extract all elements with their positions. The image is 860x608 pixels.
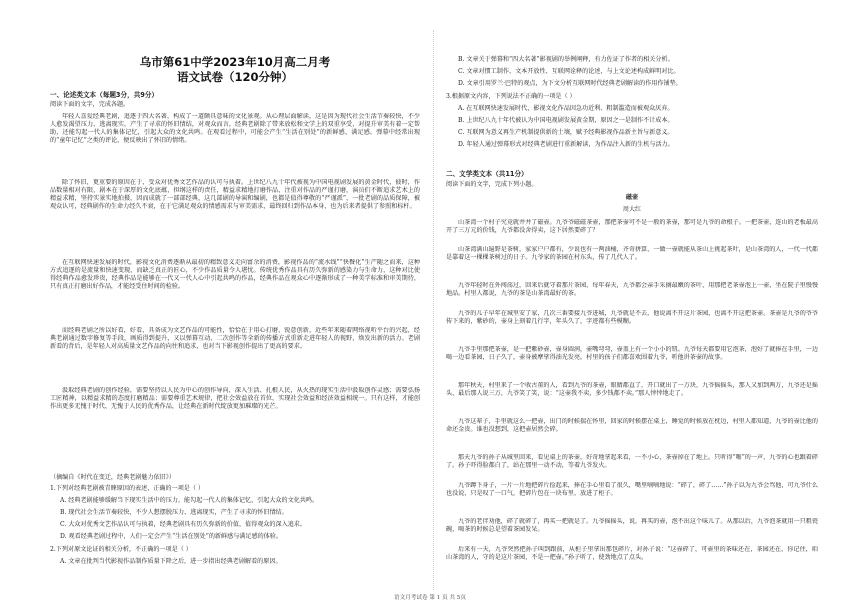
story-title: 磁壶 xyxy=(625,194,639,201)
question-1-option-b[interactable]: B. 现代社会生活节奏较快，不少人想摆脱压力、逃离现实，产生了寻求的怀旧情结。 xyxy=(60,509,288,516)
question-3-stem: 3.根据原文内容，下列说法不正确的一项是（ ） xyxy=(446,93,576,100)
passage-paragraph: 年轻人喜爱经典老剧，追逐于四大名著，构成了一道颇具意味的文化景观。从心理层面解读，这是因为现代社会生活节奏较快，不少人愈发渴望压力、逃离现实，产生了寻求的怀旧情结，对观众而言，经典老剧除了带来放松和文学上的双重享受，对提升审美有着一定帮助，还能勾起一代人的集体记忆，引起大众的文化共鸣。在观看过程中，可能会产生“生活在别处”的新鲜感、满足感。弹幕中经常出现的“童年记忆”之类的评论，便反映出了怀旧的情绪。 xyxy=(50,113,420,144)
question-1-stem: 1.下列对经典老剧被青睐原因的表述，正确的一项是（ ） xyxy=(50,485,205,492)
exam-subtitle: 语文试卷（120分钟） xyxy=(176,70,293,84)
question-2-option-b[interactable]: B. 文章关于弹幕和“四大名著”影视剧的举例阐释，有力佐证了作者的相关分析。 xyxy=(458,56,674,63)
story-paragraph: 山茶湾满山遍野是茶树，家家户户都有，少说也有一两油桶，齐奇拼算，一做一壶就能从茶山上挑起茶叶，是山茶湾的人，一代一代都是靠着这一棵棵茶树过的日子。九爷家的茶园在村东头，传了几代人了。 xyxy=(446,246,818,261)
story-paragraph: 九爷蹲下身子，一片一片地把碎片捡起来，捧在手心里看了很久，嘴里喃喃地说：“碎了，碎了……”孙子以为九爷会骂他，可九爷什么也没说，只是叹了一口气，把碎片包在一块布里，放进了柜子。 xyxy=(446,482,818,497)
story-paragraph: 九爷年轻时在外闯荡过，回来后就守着那片茶园，每年春天，九爷都会亲手采摘最嫩的茶叶，用那把老茶壶泡上一壶，坐在院子里慢慢地品。村里人都说，九爷的茶是山茶湾最好的茶。 xyxy=(446,282,818,297)
question-2-option-c[interactable]: C. 文章对惯工制作、文本开放性、互联网诠释的论述，与上文论述构成鲜明对比。 xyxy=(458,68,680,75)
story-paragraph: 那年秋天，村里来了一个收古董的人，看到九爷的茶壶，眼睛都直了，开口就出了一万块，九爷摇摇头，那人又加到两万，九爷还是摇头，最后那人说三万，九爷笑了笑，说：“这壶我不卖，多少钱都不卖。”那人悻悻地走了。 xyxy=(446,382,818,397)
question-3-option-c[interactable]: C. 互联网为意义再生产机制提供新的土壤，赋予经典影视作品新主旨与新意义。 xyxy=(458,129,674,136)
question-1-option-c[interactable]: C. 大众对优秀文艺作品认可与执着，经典老剧具有历久弥新的价值，值得观众的深入追求。 xyxy=(60,521,306,528)
question-1-option-d[interactable]: D. 观看经典老剧过程中，人们一定会产生“生活在别处”的新鲜感与满足感的体验。 xyxy=(60,533,282,540)
question-2-stem: 2.下列对原文论证的相关分析，不正确的一项是（ ） xyxy=(50,546,192,553)
question-2-option-a[interactable]: A. 文章在批判当代影视作品制作质量下降之后，进一步指出经典老剧解看的原因。 xyxy=(60,558,282,565)
question-1-option-a[interactable]: A. 经典老剧能够缓解当下现实生活中的压力，能勾起一代人的集体记忆，引起大众的文化共鸣。 xyxy=(60,497,319,504)
passage-paragraph: 除了怀旧，更重要的原因在于，受众对优秀文艺作品的认可与执着。上世纪八九十年代被视为中国电视剧发展的黄金时代，彼时，作品数量相对有限，剧本在于深厚的文化底蕴，担纲这样的责任，精益求精地打磨作品，注重对作品的严谨打磨，演员们不断追求艺术上的精益求精，坚持实景实地拍摄，因而成就了一部部经典，这几部剧的导演和编剧，也都是值得尊敬的“严谨派”，一批老剧的品质保障，被观众认可，经典剧作的生命力经久不衰，在于它满足观众的情感需求与审美需求，最终回归到作品本身，也为后来者提供了参照和标杆。 xyxy=(50,179,420,210)
section-heading-argumentative: 一、论述类文本（每题3分，共9分） xyxy=(50,91,159,99)
story-paragraph: 后来有一天，九爷突然把孙子叫到跟前，从柜子里拿出那包碎片，对孙子说：“这壶碎了，可壶里的茶味还在，茶园还在，你记住，咱山茶湾的人，守的是这片茶园，不是一把壶。”孙子听了，使劲地点了点头。 xyxy=(446,546,818,561)
passage-paragraph: 而经典老剧之所以好看，好看，具备成为文艺作品的可能性，恰恰在于用心打磨，锐意创新，近些年来随着网络视听平台的兴起，经典老剧通过数字修复等手段，画质得到提升，又以弹幕互动、二次创作等全新的传播方式重新走进年轻人的视野，焕发出新的活力。老剧新看的背后，是年轻人对高质量文艺作品的向往和追求，也对当下影视创作提出了更高的要求。 xyxy=(50,327,420,350)
question-3-option-a[interactable]: A. 在互联网快速发展时代，影视文化作品因急功近利、粗制滥造而被观众厌弃。 xyxy=(458,105,674,112)
exam-title: 乌市第61中学2023年10月高二月考 xyxy=(139,55,331,69)
passage-source: （摘编自《时代在变迁，经典老剧魅力依旧》） xyxy=(50,474,175,481)
question-3-option-b[interactable]: B. 上世纪八九十年代被认为中国电视剧发展黄金期，原因之一是制作不计成本。 xyxy=(458,117,674,124)
question-3-option-d[interactable]: D. 年轻人通过弹幕形式对经典老剧进行重新解读，为作品注入新的生机与活力。 xyxy=(458,141,674,148)
page-footer: 语文月考试卷 第 1 页 共 5页 xyxy=(394,595,466,601)
story-paragraph: 九爷这辈子，手里就这么一把壶，出门的时候揣在怀里，回家的时候摆在桌上，睡觉的时候放在枕边，村里人都知道，九爷的壶比他的命还金贵。谁也没想到，这把壶居然会碎。 xyxy=(446,418,818,433)
section-intro: 阅读下面的文字，完成各题。 xyxy=(50,101,130,108)
story-author: 周大红 xyxy=(622,206,642,213)
story-paragraph: 九爷的儿子早年在城里安了家，几次三番要接九爷进城，九爷就是不去，他说离不开这片茶园，也离不开这把茶壶。茶壶是九爷的爷爷传下来的，紫砂的，壶身上刻着几行字，年头久了，字迹都有些模糊。 xyxy=(446,310,818,325)
passage-paragraph: 在互联网快速发展的时代，影视文化消费逐渐从最初的精致意义走向富余的消费，影视作品的“流水线”“快餐化”生产随之而来，这种方式追逐的是流量和快速变现，而缺乏真正的匠心，不少作品质量令人堪忧。传统优秀作品具有历久弥新的感染力与生命力，这种对比使得经典作品愈发珍贵，经典作品是能够在一代又一代人心中引起共鸣的作品，经典作品在观众心中逐渐形成了一种美学标准和审美期待，只有真正打磨出好作品，才能经受住时间的检验。 xyxy=(50,259,420,290)
section-intro: 阅读下面的文字，完成下列小题。 xyxy=(446,181,538,188)
column-divider xyxy=(433,30,434,590)
section-heading-literary: 二、文学类文本（共11分） xyxy=(446,170,528,178)
passage-paragraph: 汲取经典老剧的创作经验，需要坚持以人民为中心的创作导向，深入生活、扎根人民，从火热的现实生活中汲取创作灵感；需要弘扬工匠精神，以精益求精的态度打磨精品；需要尊重艺术规律，把社会效益放在首位，实现社会效益和经济效益相统一。只有这样，才能创作出更多无愧于时代、无愧于人民的优秀作品，让经典在新时代绽放更加璀璨的光芒。 xyxy=(50,387,420,410)
story-paragraph: 九爷手里那把茶壶，是一把紫砂壶，壶身圆润，壶嘴弯弯，壶盖上有一个小小的钮。九爷每天都要用它泡茶，泡好了就捧在手里，一边喝一边看茶园，日子久了，壶身被摩挲得油光发亮。村里的孩子们都喜欢围着九爷，听他讲茶壶的故事。 xyxy=(446,346,818,361)
story-paragraph: 九爷的老伴劝他，碎了就碎了，再买一把就是了。九爷摇摇头，说，再买的壶，泡不出这个味儿了。从那以后，九爷泡茶就用一只粗瓷碗，喝茶的时候总是望着茶园发呆。 xyxy=(446,518,818,533)
question-2-option-d[interactable]: D. 文章引用罗兰·巴特的观点，为下文分析互联网时代经典老剧解读的作用作铺垫。 xyxy=(458,80,682,87)
story-paragraph: 山茶湾一个村子究竟就井井了磁壶。九爷爷磁磁茶壶，那把茶壶可不是一般的茶壶，那可是九爷的命根子。一把茶壶，连山的老板最高开了三万元的价钱，九爷都没舍得卖，这下居然要碎了？ xyxy=(446,219,818,234)
story-paragraph: 那天九爷的孙子从城里回来，看见桌上的茶壶，好奇地拿起来看，一不小心，茶壶掉在了地上。只听得“啪”的一声，九爷的心也跟着碎了。孙子吓得脸都白了，站在那里一动不动，等着九爷发火。 xyxy=(446,454,818,469)
